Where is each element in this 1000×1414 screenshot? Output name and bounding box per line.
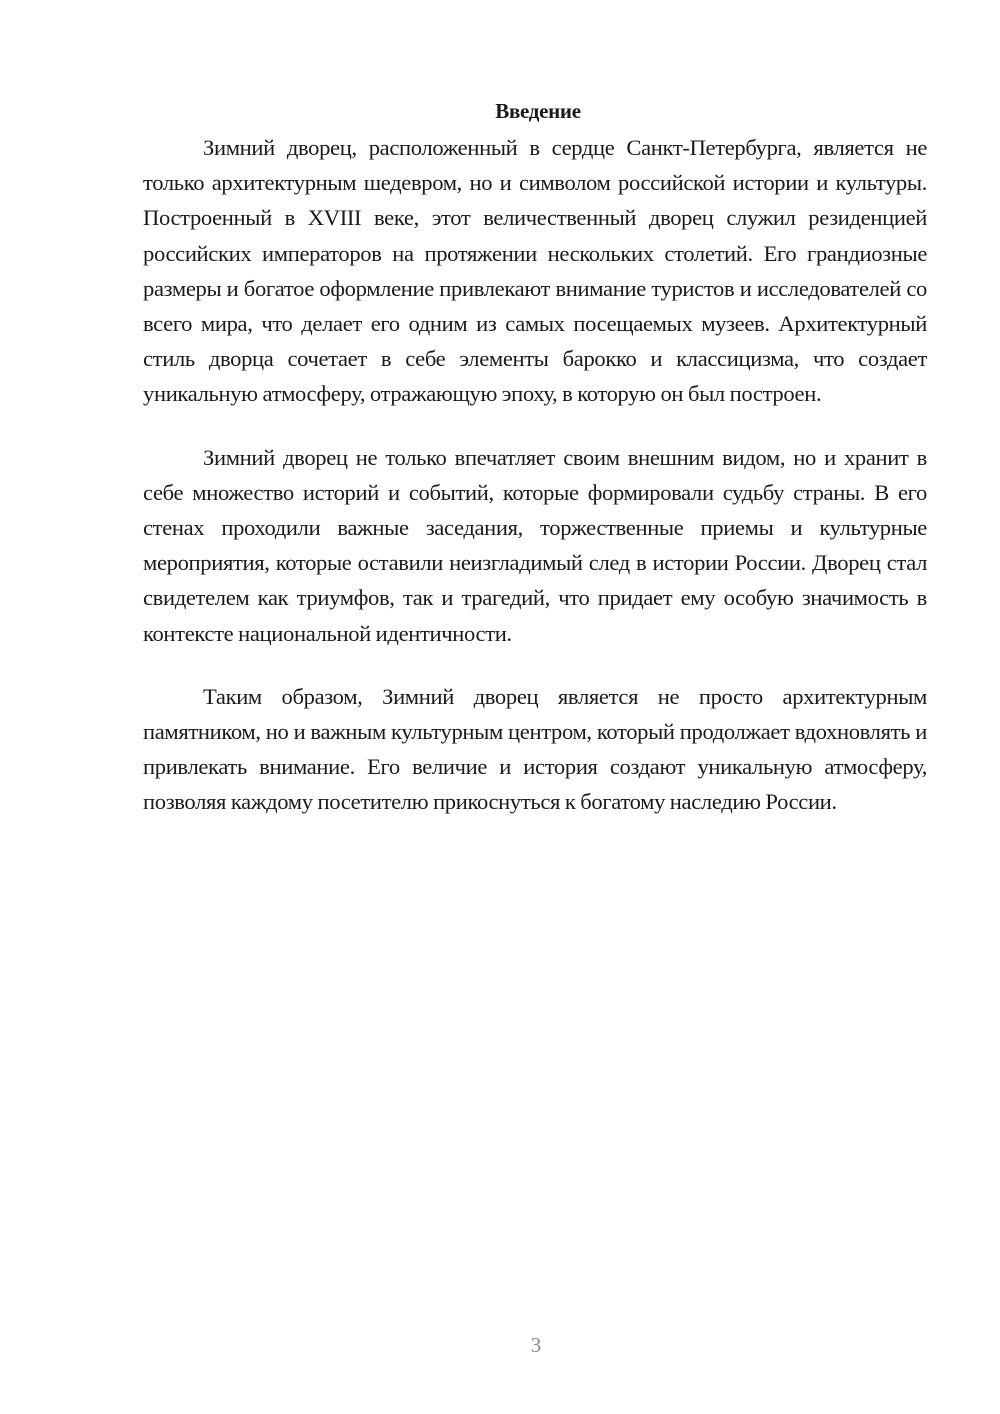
paragraph-2: Зимний дворец не только впечатляет своим внешним видом, но и хранит в себе множество историй и событий, которые формировали судьбу страны. В его стенах проходили важные заседания, торжественные приемы и культурные мероприятия, которые оставили неизгладимый след в истории России. Дворец стал свидетелем как триумфов, так и трагедий, что придает ему особую значимость в контексте национальной идентичности.	[143, 444, 927, 646]
paragraph-3: Таким образом, Зимний дворец является не просто архитектурным памятником, но и важным культурным центром, который продолжает вдохновлять и привлекать внимание. Его величие и история создают уникальную атмосферу, позволяя каждому посетителю прикоснуться к богатому наследию России.	[143, 683, 927, 815]
paragraph-1: Зимний дворец, расположенный в сердце Санкт-Петербурга, является не только архитектурным шедевром, но и символом российской истории и культуры. Построенный в XVIII веке, этот величественный дворец служил резиденцией российских императоров на протяжении нескольких столетий. Его грандиозные размеры и богатое оформление привлекают внимание туристов и исследователей со всего мира, что делает его одним из самых посещаемых музеев. Архитектурный стиль дворца сочетает в себе элементы барокко и классицизма, что создает уникальную атмосферу, отражающую эпоху, в которую он был построен.	[143, 135, 927, 407]
page-number: 3	[530, 1333, 542, 1357]
page-content	[143, 96, 927, 848]
section-heading: Введение	[495, 99, 581, 123]
